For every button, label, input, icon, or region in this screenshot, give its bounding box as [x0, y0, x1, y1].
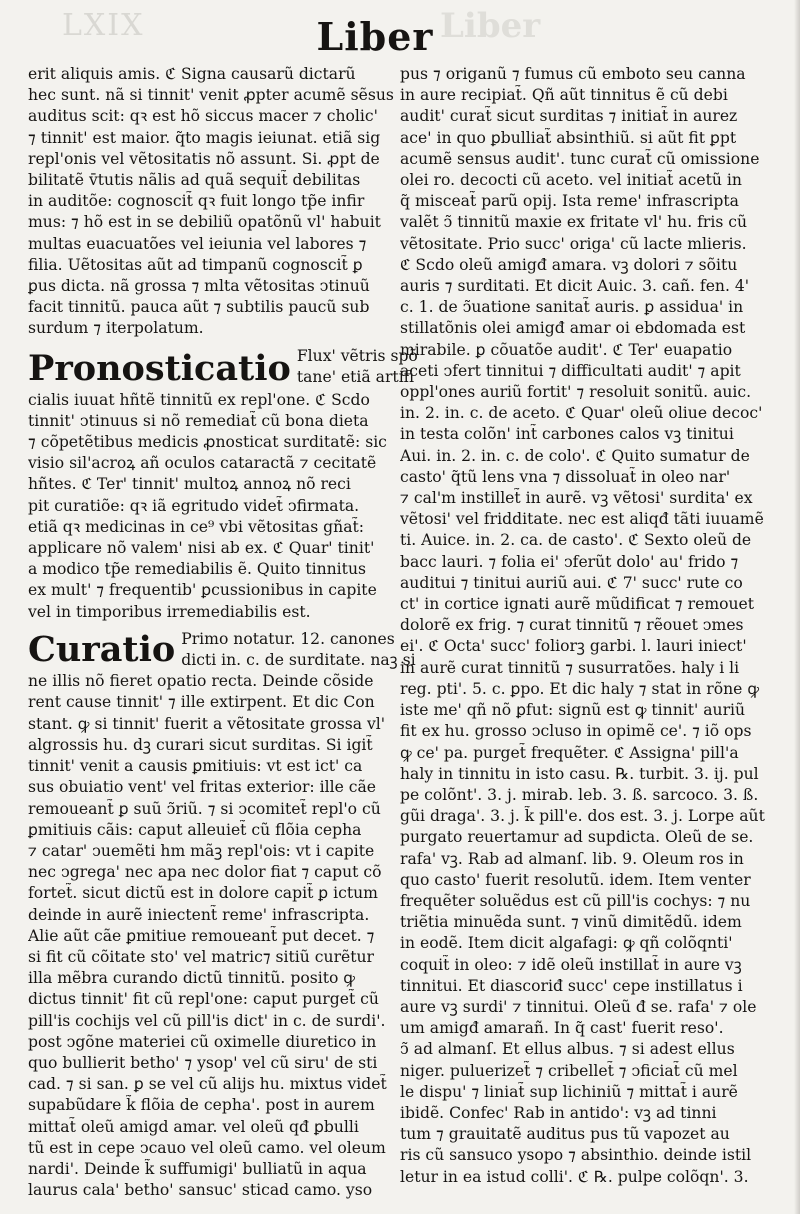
text-line: dolorẽ ex frig. ⁊ curat tinnitũ ⁊ rẽouet ↄmes [400, 616, 744, 635]
text-line: tũ est in cepe ↄcauo vel oleũ camo. vel oleum [28, 1138, 386, 1157]
text-line: purgato reuertamur ad supdicta. Oleũ de se. [400, 828, 754, 847]
text-line: aure vꝫ surdi' ⁊ tinnitui. Oleũ đ se. rafa' ⁊ ole [400, 997, 757, 1016]
text-line: in auditõe: cognoscit̃ qꝛ fuit longo tp̃e infir [28, 192, 365, 211]
text-line: gũi draga'. 3. j. k̃ pill'e. dos est. 3. j. Lorpe aũt [400, 807, 765, 826]
left-column [28, 64, 418, 1201]
heading-pronosticatio: Pronosticatio [28, 347, 291, 389]
text-line: casto' q̃tũ lens vna ⁊ dissoluat̃ in oleo nar' [400, 467, 731, 486]
text-line: letur in ea istud colli'. ℭ ℞. pulpe colõqn'. 3. [400, 1167, 749, 1186]
text-line: stillatõnis olei amigđ amar oi ebdomada est [400, 319, 746, 338]
text-line: vel in timporibus irremediabilis est. [28, 602, 311, 621]
text-line: applicare nõ valem' nisi ab ex. ℭ Quar' tinit' [28, 539, 375, 558]
text-line: illa mẽbra curando dictũ tinnitũ. posito ꝙ [28, 969, 356, 988]
text-line: valẽt ↄ̃ tinnitũ maxie ex fritate vl' hu. fris cũ [400, 213, 748, 232]
text-line: erit aliquis amis. ℭ Signa causarũ dictarũ [28, 65, 356, 83]
text-line: nardi'. Deinde k̃ suffumigi' bulliatũ in aqua [28, 1159, 367, 1178]
text-line: etiã qꝛ medicinas in ce⁹ vbi vẽtositas gñat̃: [28, 517, 365, 536]
text-line: quo bullierit betho' ⁊ ysop' vel cũ siru' de sti [28, 1053, 378, 1072]
text-line: hec sunt. nã si tinnit' venit ꝓpter acumẽ sẽsus [28, 86, 394, 105]
page-edge-shadow [794, 0, 800, 1214]
text-line: ibidẽ. Confec' Rab in antido': vꝫ ad tinni [400, 1103, 717, 1122]
text-line: bacc lauri. ⁊ folia ei' ↄferũt dolo' au' frido ⁊ [400, 552, 739, 571]
text-line: pe colõnt'. 3. j. mirab. leb. 3. ß. sarcoco. 3. ß. [400, 785, 759, 804]
text-line: cialis iuuat hñtẽ tinnitũ ex repl'one. ℭ Scdo [28, 390, 370, 409]
text-line: fit ex hu. grosso ↄcluso in opimẽ ce'. ⁊ iõ ops [400, 722, 752, 741]
text-line: oppl'ones auriũ fortit' ⁊ resoluit sonitũ. auic. [400, 383, 752, 402]
text-line: ⁊ cal'm instillet̃ in aurẽ. vꝫ vẽtosi' surdita' ex [400, 489, 753, 508]
text-line: ⁊ tinnit' est maior. q̃to magis ieiunat. etiã sig [28, 128, 381, 147]
text-line: ei'. ℭ Octa' succ' foliorꝫ garbi. l. lauri iniect' [400, 637, 747, 656]
text-line: remoueant̃ ꝑ suũ ↄ̃riũ. ⁊ si ↄcomitet̃ repl'o cũ [28, 799, 381, 818]
text-line: repl'onis vel vẽtositatis nõ assunt. Si. ꝓpt de [28, 149, 380, 168]
text-line: in aure recipiat̃. Qñ aũt tinnitus ẽ cũ debi [400, 86, 728, 105]
text-line: deinde in aurẽ iniectent̃ reme' infrascripta. [28, 905, 370, 924]
text-line: tinnit' venit a causis ꝑmitiuis: vt est ict' ca [28, 757, 363, 776]
text-line: Primo notatur. 12. canones [181, 629, 395, 648]
text-line: ne illis nõ fieret opatio recta. Deinde cõside [28, 672, 374, 691]
text-line: aceti ↄfert tinnitui ⁊ difficultati audit' ⁊ apit [400, 361, 741, 380]
text-line: rent cause tinnit' ⁊ ille extirpent. Et dic Con [28, 693, 375, 712]
text-line: ℭ Scdo oleũ amigđ amara. vꝫ dolori ⁊ sõitu [400, 255, 738, 274]
text-line: coquit̃ in oleo: ⁊ idẽ oleũ instillat̃ in aure vꝫ [400, 955, 742, 974]
text-line: ⁊ catar' ↄuemẽti hm mãꝫ repl'ois: vt i capite [28, 841, 375, 860]
text-line: um amigđ amarañ. In q̃ cast' fuerit reso'. [400, 1019, 724, 1038]
bleed-through-folio: LXIX [62, 8, 145, 43]
text-line: ⁊ cõpetẽtibus medicis ꝓnosticat surditatẽ: sic [28, 433, 387, 452]
text-line: ꝙ ce' pa. purget̃ frequẽter. ℭ Assigna' pill'a [400, 743, 739, 762]
right-block-1 [400, 64, 778, 1188]
text-line: mittat̃ oleũ amigd amar. vel oleũ qđ ꝑbulli [28, 1117, 359, 1136]
text-line: tum ⁊ grauitatẽ auditus pus tũ vapozet au [400, 1125, 730, 1144]
text-line: olei ro. decocti cũ aceto. vel initiat̃ acetũ in [400, 171, 742, 190]
text-line: in eodẽ. Item dicit algafagi: ꝙ qñ colõqnti' [400, 934, 733, 953]
text-line: frequẽter soluẽdus est cũ pill'is cochys: ⁊ nu [400, 891, 751, 910]
text-line: in. 2. in. c. de aceto. ℭ Quar' oleũ oliue decoc' [400, 404, 763, 423]
text-line: haly in tinnitu in isto casu. ℞. turbit. 3. ij. pul [400, 764, 759, 783]
text-line: algrossis hu. dꝫ curari sicut surditas. Si igit̃ [28, 735, 373, 754]
text-line: ꝑmitiuis cãis: caput alleuiet̃ cũ flõia cepha [28, 820, 362, 839]
text-line: surdum ⁊ iterpolatum. [28, 319, 204, 338]
text-line: visio sil'acroꝝ añ oculos cataractã ⁊ cecitatẽ [28, 454, 377, 473]
right-column [400, 64, 778, 1188]
text-line: fortet̃. sicut dictũ est in dolore capit̃ ꝑ ictum [28, 884, 378, 903]
running-header: Liber [316, 14, 434, 59]
text-line: c. 1. de ↄ̃uatione sanitat̃ auris. ꝑ assidua' in [400, 298, 744, 317]
text-line: multas euacuatões vel ieiunia vel labores ⁊ [28, 234, 367, 253]
text-line: nec ↄgrega' nec apa nec dolor fiat ⁊ caput cõ [28, 863, 382, 882]
text-line: ꝑus dicta. nã grossa ⁊ mlta vẽtositas ↄtinuũ [28, 277, 370, 296]
text-line: acumẽ sensus audit'. tunc curat̃ cũ omissione [400, 149, 760, 168]
text-line: cad. ⁊ si san. ꝑ se vel cũ alijs hu. mixtus videt̃ [28, 1075, 387, 1094]
text-line: in aurẽ curat tinnitũ ⁊ susurratões. haly i li [400, 658, 740, 677]
text-line: sus obuiatio vent' vel fritas exterior: ille cãe [28, 778, 377, 797]
heading-curatio-row [28, 628, 416, 671]
bleed-through-title: Liber [440, 6, 541, 46]
text-line: pill'is cochijs vel cũ pill'is dict' in c. de surdi'. [28, 1011, 386, 1030]
text-line: ex mult' ⁊ frequentib' ꝑcussionibus in capite [28, 581, 377, 600]
text-line: ris cũ sansuco ysopo ⁊ absinthio. deinde istil [400, 1146, 752, 1165]
text-line: reg. pti'. 5. c. ꝑpo. Et dic haly ⁊ stat in rõne ꝙ [400, 679, 760, 698]
text-line: auditui ⁊ tinitui auriũ aui. ℭ 7' succ' rute co [400, 573, 743, 592]
text-line: ct' in cortice ignati aurẽ mũdificat ⁊ remouet [400, 595, 755, 614]
text-line: audit' curat̃ sicut surditas ⁊ initiat̃ in aurez [400, 107, 738, 126]
text-line: vẽtositate. Prio succ' origa' cũ lacte mlieris. [400, 234, 747, 253]
left-block-3 [28, 671, 412, 1201]
text-line: iste me' qñ nõ ꝑfut: signũ est ꝙ tinnit' auriũ [400, 701, 746, 720]
left-block-2 [28, 390, 412, 623]
text-line: filia. Uẽtositas aũt ad timpanũ cognoscit̃ ꝑ [28, 255, 363, 274]
text-line: mus: ⁊ hõ est in se debiliũ opatõnũ vl' habuit [28, 213, 381, 232]
text-line: q̃ misceat̃ parũ opij. Ista reme' infrascripta [400, 192, 739, 211]
text-line: niger. puluerizet̃ ⁊ cribellet̃ ⁊ ↄficiat̃ cũ mel [400, 1061, 738, 1080]
text-line: ↄ̃ ad almanſ. Et ellus albus. ⁊ si adest ellus [400, 1040, 735, 1059]
text-line: quo casto' fuerit resolutũ. idem. Item venter [400, 870, 751, 889]
text-line: ti. Auice. in. 2. ca. de casto'. ℭ Sexto oleũ de [400, 531, 752, 550]
text-line: tinnitui. Et diascoriđ succ' cepe instillatus i [400, 976, 743, 995]
text-line: hñtes. ℭ Ter' tinnit' multoꝝ annoꝝ nõ reci [28, 475, 351, 494]
text-line: a modico tp̃e remediabilis ẽ. Quito tinnitus [28, 560, 366, 579]
text-line: dicti in. c. de surditate. naꝫ si [181, 651, 416, 670]
text-line: Flux' vẽtris spõ [296, 346, 418, 365]
text-line: stant. ꝙ si tinnit' fuerit a vẽtositate grossa vl' [28, 714, 386, 733]
text-line: in testa colõn' int̃ carbones calos vꝫ tinitui [400, 425, 734, 444]
text-line: supabũdare k̃ flõia de cepha'. post in aurem [28, 1096, 375, 1115]
text-line: laurus cala' betho' sansuc' sticad camo. yso [28, 1181, 373, 1200]
text-line: dictus tinnit' fit cũ repl'one: caput purget̃ cũ [28, 990, 379, 1009]
text-line: Aui. in. 2. in. c. de colo'. ℭ Quito sumatur de [400, 446, 750, 465]
text-line: mirabile. ꝑ cõuatõe audit'. ℭ Ter' euapatio [400, 340, 733, 359]
text-line: facit tinnitũ. pauca aũt ⁊ subtilis paucũ sub [28, 298, 370, 317]
text-line: ace' in quo ꝑbulliat̃ absinthiũ. si aũt fit ꝑpt [400, 128, 737, 147]
heading-curatio: Curatio [28, 628, 176, 670]
text-line: tinnit' ↄtinuus si nõ remediat̃ cũ bona dieta [28, 411, 369, 430]
text-line: tane' etiã artifi [296, 367, 415, 386]
text-line: triẽtia minuẽda sunt. ⁊ vinũ dimitẽdũ. idem [400, 913, 742, 932]
text-line: si fit cũ cõitate sto' vel matric⁊ sitiũ curẽtur [28, 947, 375, 966]
heading-curatio-side-text [181, 629, 415, 671]
text-line: auris ⁊ surditati. Et dicit Auic. 3. cañ. fen. 4' [400, 277, 750, 296]
text-line: le dispu' ⁊ liniat̃ sup lichiniũ ⁊ mittat̃ i aurẽ [400, 1082, 738, 1101]
text-line: vẽtosi' vel fridditate. nec est aliqđ tãti iuuamẽ [400, 510, 764, 529]
left-block-1 [28, 64, 412, 340]
text-line: Alie aũt cãe ꝑmitiue remoueant̃ put decet. ⁊ [28, 926, 375, 945]
text-line: pus ⁊ origanũ ⁊ fumus cũ emboto seu canna [400, 65, 746, 83]
text-line: auditus scit: qꝛ est hõ siccus macer ⁊ cholic' [28, 107, 378, 126]
text-line: bilitatẽ v̄tutis nãlis ad quã sequit̃ debilitas [28, 171, 361, 190]
text-line: pit curatiõe: qꝛ iã egritudo videt̃ ↄfirmata. [28, 496, 360, 515]
heading-pronosticatio-row [28, 346, 418, 390]
text-line: post ↄgõne materiei cũ oximelle diuretico in [28, 1032, 377, 1051]
text-line: rafa' vꝫ. Rab ad almanſ. lib. 9. Oleum ros in [400, 849, 744, 868]
